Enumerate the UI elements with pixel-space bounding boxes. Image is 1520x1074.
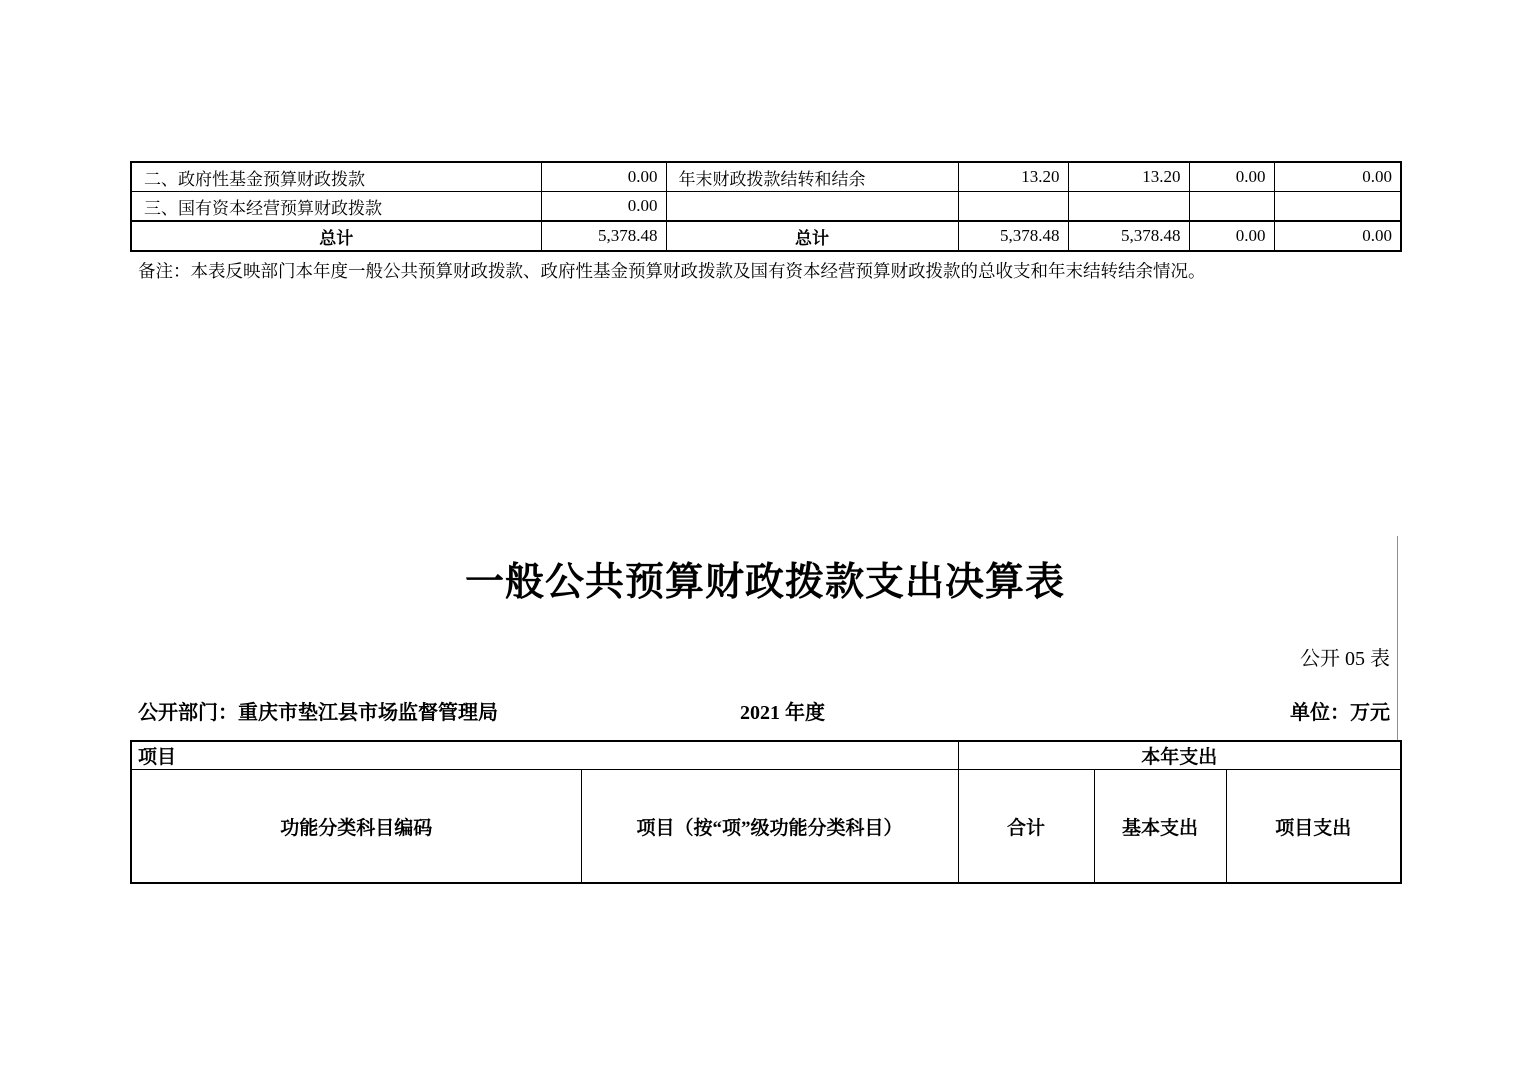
expenditure-table-header — [130, 740, 1402, 884]
header-project: 项目 — [131, 741, 958, 770]
table-row-total — [131, 221, 1401, 251]
unit-label: 单位：万元 — [1290, 702, 1390, 724]
header-current-year-expenditure: 本年支出 — [958, 741, 1401, 770]
row-empty-cell — [1068, 192, 1189, 222]
table-row — [131, 770, 1401, 884]
row-value: 0.00 — [1274, 162, 1401, 192]
table-row — [131, 162, 1401, 192]
year-label: 2021 年度 — [740, 702, 825, 724]
table-code-label: 公开 05 表 — [1300, 648, 1390, 670]
row-value: 13.20 — [1068, 162, 1189, 192]
header-total: 合计 — [958, 770, 1094, 884]
table-row — [131, 741, 1401, 770]
table-row — [131, 192, 1401, 222]
row-value: 0.00 — [541, 162, 666, 192]
header-basic-expenditure: 基本支出 — [1094, 770, 1226, 884]
total-value: 5,378.48 — [1068, 221, 1189, 251]
header-function-code: 功能分类科目编码 — [131, 770, 581, 884]
row-value: 0.00 — [541, 192, 666, 222]
total-value: 0.00 — [1274, 221, 1401, 251]
row-value: 13.20 — [958, 162, 1068, 192]
total-value: 0.00 — [1189, 221, 1274, 251]
department-label: 公开部门：重庆市垫江县市场监督管理局 — [138, 702, 498, 724]
total-label-right: 总计 — [666, 221, 958, 251]
table-note: 备注：本表反映部门本年度一般公共预算财政拨款、政府性基金预算财政拨款及国有资本经营预算财政拨款的总收支和年末结转结余情况。 — [138, 261, 1206, 281]
row-empty-cell — [958, 192, 1068, 222]
budget-summary-table — [130, 161, 1402, 252]
row-label-yearend-carryover: 年末财政拨款结转和结余 — [666, 162, 958, 192]
total-label-left: 总计 — [131, 221, 541, 251]
header-project-expenditure: 项目支出 — [1226, 770, 1401, 884]
row-empty-cell — [1274, 192, 1401, 222]
row-label-gov-fund: 二、政府性基金预算财政拨款 — [131, 162, 541, 192]
report-meta-line — [130, 696, 1390, 722]
row-value: 0.00 — [1189, 162, 1274, 192]
total-value: 5,378.48 — [958, 221, 1068, 251]
row-empty-cell — [666, 192, 958, 222]
page-title: 一般公共预算财政拨款支出决算表 — [464, 561, 1065, 604]
row-empty-cell — [1189, 192, 1274, 222]
total-value: 5,378.48 — [541, 221, 666, 251]
header-item: 项目（按“项”级功能分类科目） — [581, 770, 958, 884]
row-label-state-capital: 三、国有资本经营预算财政拨款 — [131, 192, 541, 222]
